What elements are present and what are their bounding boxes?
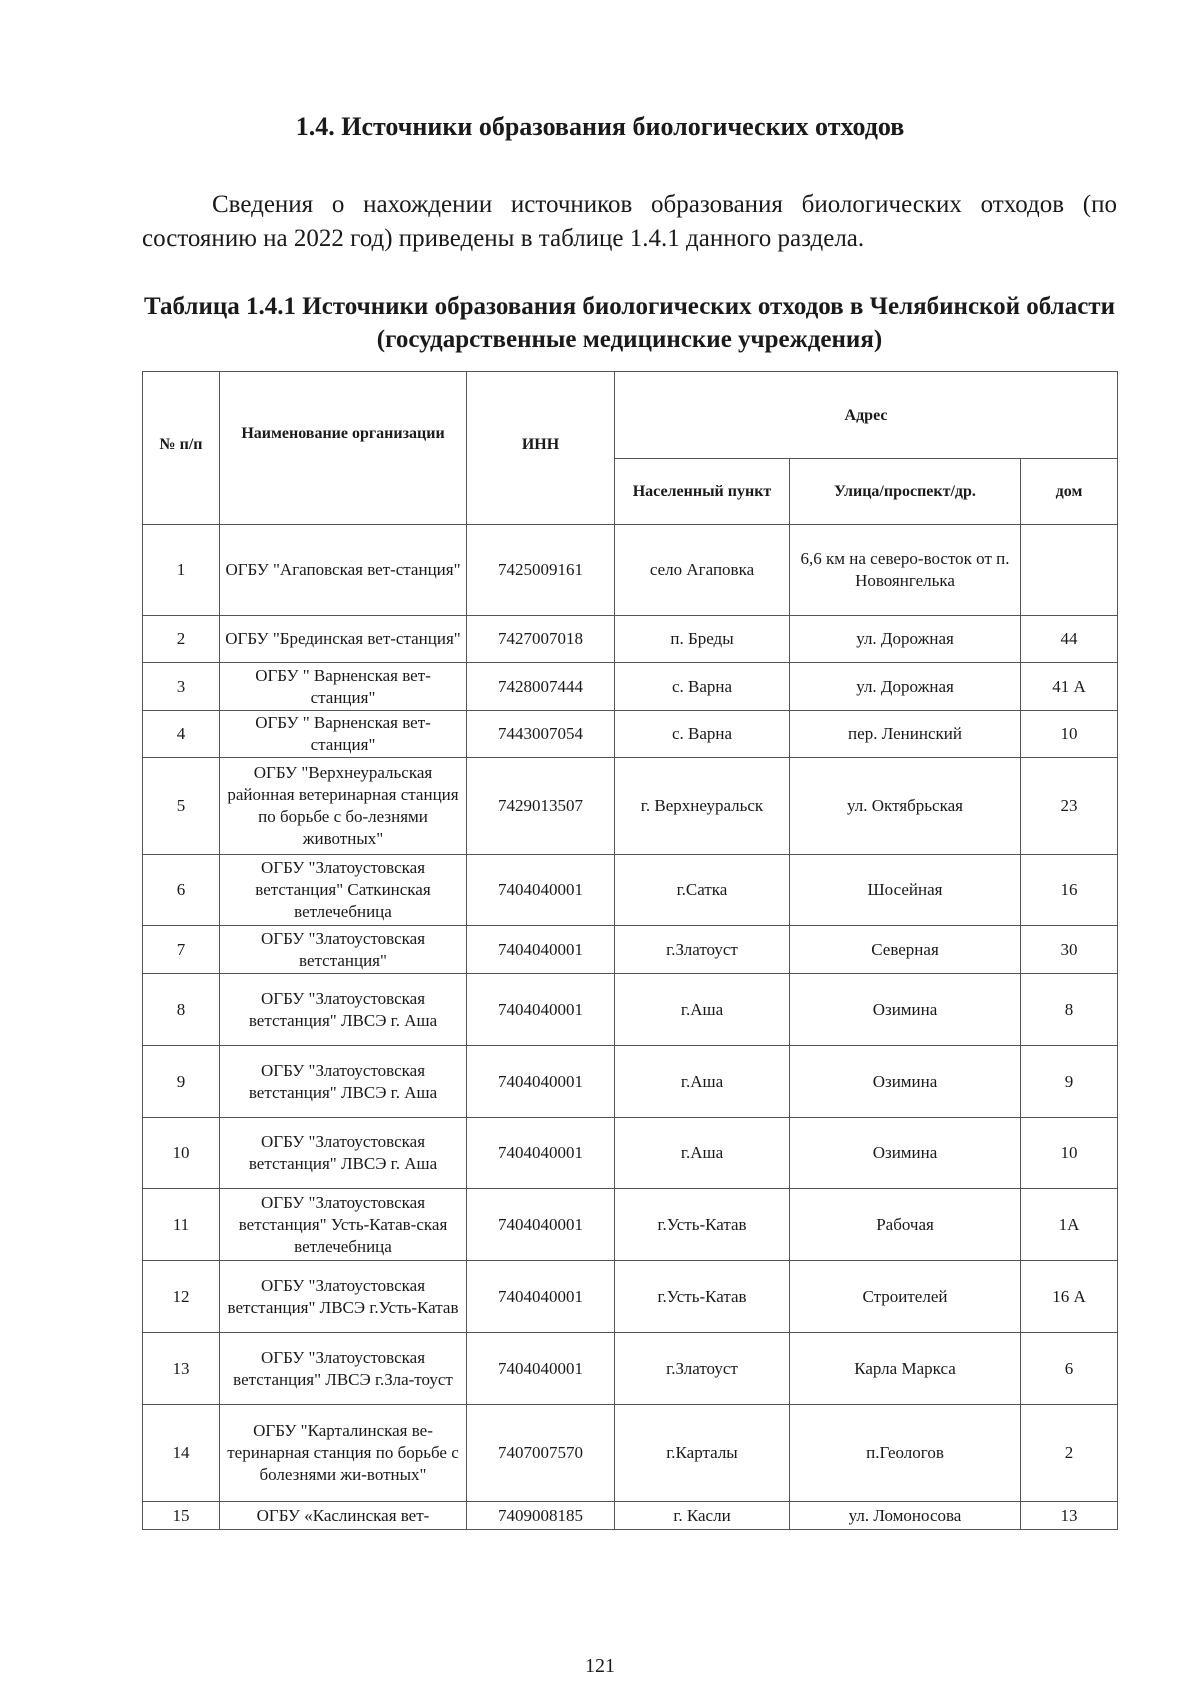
table-body — [143, 525, 1118, 1530]
cell-settlement: г.Карталы — [615, 1405, 790, 1502]
cell-street: ул. Дорожная — [790, 663, 1021, 711]
cell-house: 30 — [1021, 926, 1118, 974]
cell-inn: 7404040001 — [467, 974, 615, 1046]
table-row — [143, 711, 1118, 758]
cell-org: ОГБУ " Варненская вет-станция" — [220, 711, 467, 758]
cell-num: 9 — [143, 1046, 220, 1118]
cell-num: 5 — [143, 758, 220, 855]
cell-house: 44 — [1021, 616, 1118, 663]
intro-paragraph: Сведения о нахождении источников образования биологических отходов (по состоянию на 2022 год) приведены в таблице 1.4.1 данного раздела. — [142, 191, 1117, 252]
cell-num: 7 — [143, 926, 220, 974]
cell-settlement: с. Варна — [615, 711, 790, 758]
cell-inn: 7404040001 — [467, 926, 615, 974]
cell-org: ОГБУ "Златоустовская ветстанция" ЛВСЭ г. Аша — [220, 1118, 467, 1189]
header-house: дом — [1021, 459, 1118, 525]
cell-settlement: г.Аша — [615, 1118, 790, 1189]
table-row — [143, 926, 1118, 974]
cell-house: 2 — [1021, 1405, 1118, 1502]
cell-house: 16 — [1021, 855, 1118, 926]
table-row — [143, 1261, 1118, 1333]
table-header — [143, 372, 1118, 525]
cell-org: ОГБУ "Верхнеуральская районная ветеринарная станция по борьбе с бо-лезнями животных" — [220, 758, 467, 855]
header-settlement: Населенный пункт — [615, 459, 790, 525]
cell-house: 13 — [1021, 1502, 1118, 1530]
table-row — [143, 1189, 1118, 1261]
cell-house: 10 — [1021, 1118, 1118, 1189]
page-number: 121 — [585, 1655, 615, 1677]
cell-street: Шосейная — [790, 855, 1021, 926]
header-org: Наименование организации — [220, 372, 467, 525]
section-title: 1.4. Источники образования биологических отходов — [295, 112, 905, 141]
cell-house: 8 — [1021, 974, 1118, 1046]
cell-settlement: село Агаповка — [615, 525, 790, 616]
cell-org: ОГБУ "Златоустовская ветстанция" ЛВСЭ г.Зла-тоуст — [220, 1333, 467, 1405]
cell-house: 41 А — [1021, 663, 1118, 711]
table-row — [143, 855, 1118, 926]
cell-street: ул. Дорожная — [790, 616, 1021, 663]
cell-street: Рабочая — [790, 1189, 1021, 1261]
cell-num: 3 — [143, 663, 220, 711]
cell-inn: 7409008185 — [467, 1502, 615, 1530]
header-inn: ИНН — [467, 372, 615, 525]
cell-inn: 7404040001 — [467, 1046, 615, 1118]
cell-settlement: г.Сатка — [615, 855, 790, 926]
cell-inn: 7404040001 — [467, 1189, 615, 1261]
cell-inn: 7427007018 — [467, 616, 615, 663]
cell-org: ОГБУ "Златоустовская ветстанция" ЛВСЭ г.Усть-Катав — [220, 1261, 467, 1333]
cell-num: 14 — [143, 1405, 220, 1502]
cell-settlement: с. Варна — [615, 663, 790, 711]
cell-org: ОГБУ "Златоустовская ветстанция" Усть-Катав-ская ветлечебница — [220, 1189, 467, 1261]
cell-street: пер. Ленинский — [790, 711, 1021, 758]
table-row — [143, 616, 1118, 663]
cell-inn: 7404040001 — [467, 1333, 615, 1405]
cell-street: п.Геологов — [790, 1405, 1021, 1502]
cell-num: 15 — [143, 1502, 220, 1530]
cell-house: 16 А — [1021, 1261, 1118, 1333]
cell-num: 8 — [143, 974, 220, 1046]
cell-num: 2 — [143, 616, 220, 663]
table-row — [143, 663, 1118, 711]
table-row — [143, 1405, 1118, 1502]
cell-num: 1 — [143, 525, 220, 616]
table-row — [143, 1333, 1118, 1405]
header-address: Адрес — [615, 372, 1118, 459]
cell-settlement: г.Аша — [615, 974, 790, 1046]
cell-street: 6,6 км на северо-восток от п. Новоянгелька — [790, 525, 1021, 616]
table-container — [142, 371, 1117, 1530]
cell-house: 1А — [1021, 1189, 1118, 1261]
cell-house: 23 — [1021, 758, 1118, 855]
cell-num: 6 — [143, 855, 220, 926]
cell-org: ОГБУ «Каслинская вет- — [220, 1502, 467, 1530]
cell-org: ОГБУ "Златоустовская ветстанция" Саткинская ветлечебница — [220, 855, 467, 926]
cell-house — [1021, 525, 1118, 616]
cell-inn: 7404040001 — [467, 1261, 615, 1333]
cell-inn: 7428007444 — [467, 663, 615, 711]
cell-org: ОГБУ "Брединская вет-станция" — [220, 616, 467, 663]
cell-settlement: г.Аша — [615, 1046, 790, 1118]
cell-house: 9 — [1021, 1046, 1118, 1118]
header-street: Улица/проспект/др. — [790, 459, 1021, 525]
cell-inn: 7407007570 — [467, 1405, 615, 1502]
bio-waste-sources-table — [142, 371, 1118, 1530]
cell-num: 11 — [143, 1189, 220, 1261]
cell-street: Озимина — [790, 974, 1021, 1046]
cell-inn: 7425009161 — [467, 525, 615, 616]
cell-settlement: п. Бреды — [615, 616, 790, 663]
cell-org: ОГБУ "Карталинская ве-теринарная станция по борьбе с болезнями жи-вотных" — [220, 1405, 467, 1502]
cell-inn: 7404040001 — [467, 855, 615, 926]
cell-settlement: г. Касли — [615, 1502, 790, 1530]
cell-house: 6 — [1021, 1333, 1118, 1405]
table-row — [143, 758, 1118, 855]
cell-inn: 7429013507 — [467, 758, 615, 855]
table-row — [143, 1046, 1118, 1118]
cell-settlement: г.Златоуст — [615, 926, 790, 974]
cell-street: Озимина — [790, 1046, 1021, 1118]
cell-street: ул. Ломоносова — [790, 1502, 1021, 1530]
cell-settlement: г. Верхнеуральск — [615, 758, 790, 855]
cell-street: Карла Маркса — [790, 1333, 1021, 1405]
cell-num: 4 — [143, 711, 220, 758]
cell-inn: 7404040001 — [467, 1118, 615, 1189]
cell-org: ОГБУ "Златоустовская ветстанция" ЛВСЭ г. Аша — [220, 974, 467, 1046]
cell-num: 13 — [143, 1333, 220, 1405]
cell-street: Озимина — [790, 1118, 1021, 1189]
cell-settlement: г.Усть-Катав — [615, 1261, 790, 1333]
table-row — [143, 974, 1118, 1046]
cell-street: ул. Октябрьская — [790, 758, 1021, 855]
cell-settlement: г.Златоуст — [615, 1333, 790, 1405]
header-num: № п/п — [143, 372, 220, 525]
cell-num: 12 — [143, 1261, 220, 1333]
cell-org: ОГБУ " Варненская вет-станция" — [220, 663, 467, 711]
table-row — [143, 1118, 1118, 1189]
cell-street: Северная — [790, 926, 1021, 974]
table-row — [143, 525, 1118, 616]
cell-settlement: г.Усть-Катав — [615, 1189, 790, 1261]
cell-org: ОГБУ "Златоустовская ветстанция" ЛВСЭ г. Аша — [220, 1046, 467, 1118]
cell-street: Строителей — [790, 1261, 1021, 1333]
cell-house: 10 — [1021, 711, 1118, 758]
table-row — [143, 1502, 1118, 1530]
cell-num: 10 — [143, 1118, 220, 1189]
cell-org: ОГБУ "Агаповская вет-станция" — [220, 525, 467, 616]
table-caption: Таблица 1.4.1 Источники образования биологических отходов в Челябинской области (государственные медицинские учреждения) — [144, 293, 1115, 353]
cell-inn: 7443007054 — [467, 711, 615, 758]
cell-org: ОГБУ "Златоустовская ветстанция" — [220, 926, 467, 974]
